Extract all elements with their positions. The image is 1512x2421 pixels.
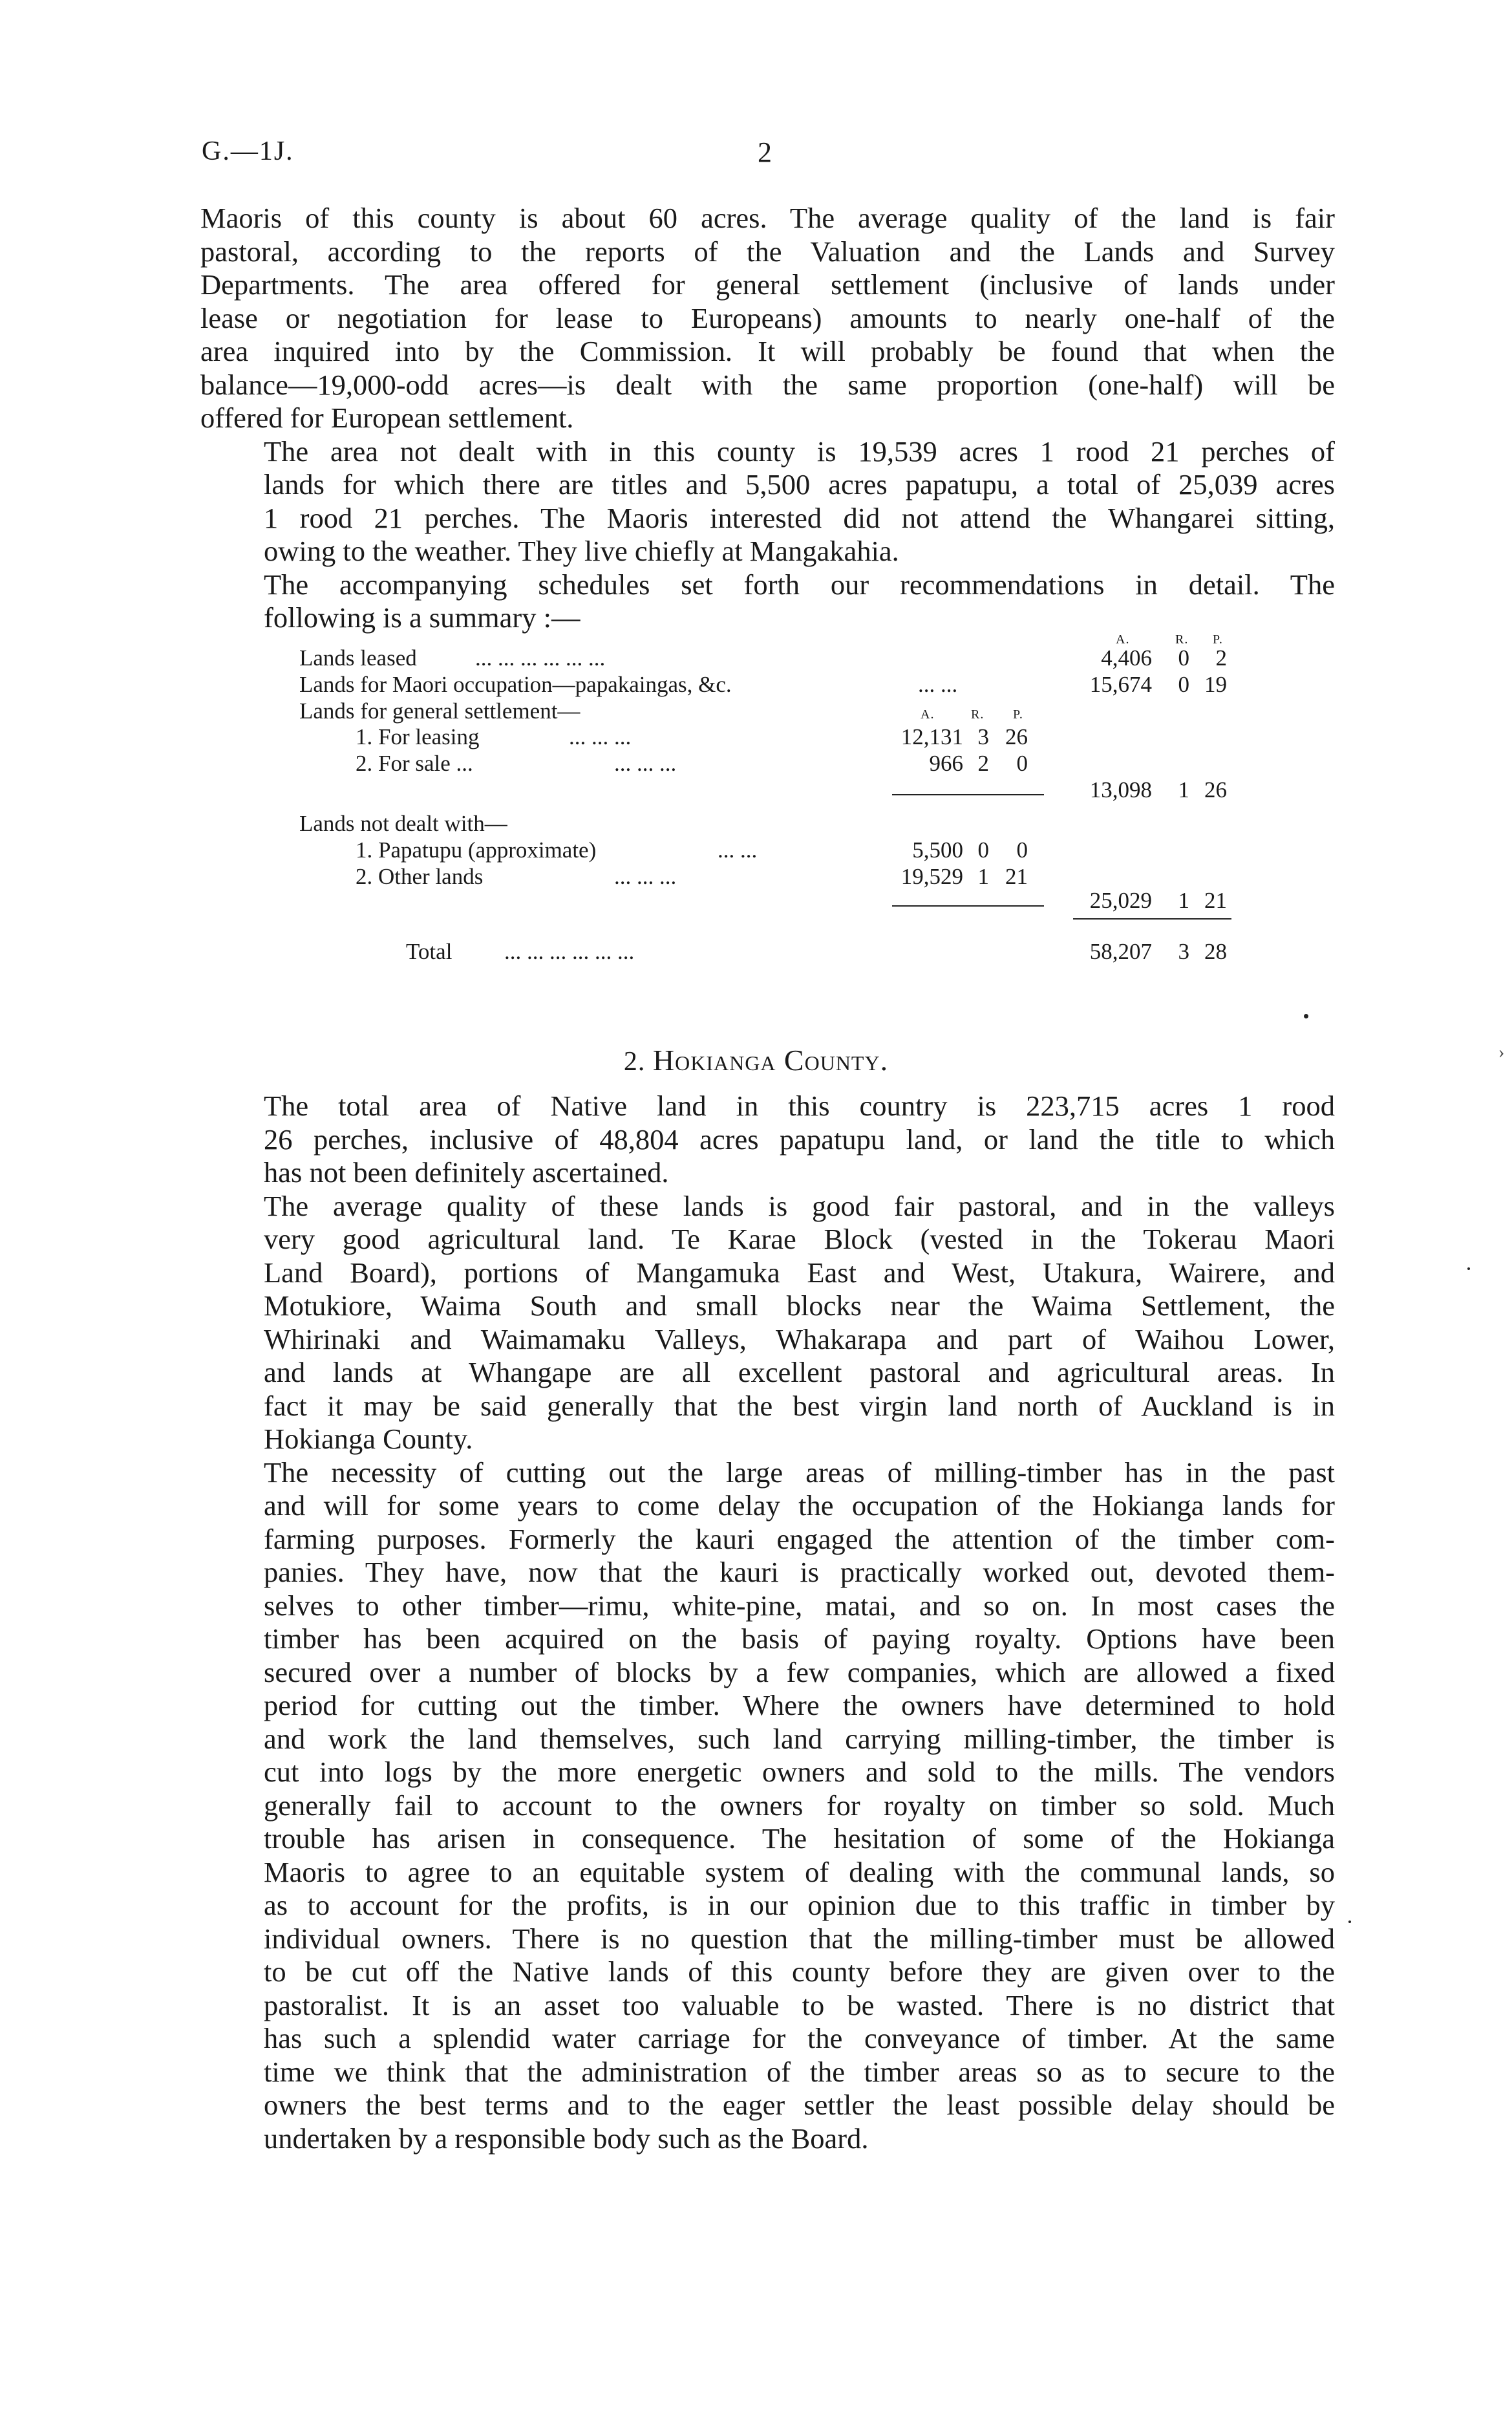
paragraph-3 xyxy=(200,568,1335,635)
text-line: Maoris of this county is about 60 acres. The average quality of the land is fair xyxy=(200,202,1335,234)
page-number: 2 xyxy=(758,136,772,168)
text-line: The necessity of cutting out the large areas of milling-timber has in the past xyxy=(264,1456,1335,1489)
text-line: has such a splendid water carriage for the conveyance of timber. At the same xyxy=(264,2022,1335,2054)
sub-head-perches: P. xyxy=(1013,707,1023,722)
leader-dots: ... ... ... xyxy=(569,724,632,749)
group-label: Lands for general settlement— xyxy=(299,698,580,724)
paragraph-4 xyxy=(200,1090,1335,1190)
text-line: Motukiore, Waima South and small blocks near the Waima Settlement, the xyxy=(264,1289,1335,1322)
column-head-roods: R. xyxy=(1175,632,1189,647)
sub-acres: 12,131 xyxy=(900,724,963,749)
sub-perches: 21 xyxy=(1005,864,1028,889)
sub-head-acres: A. xyxy=(921,707,935,722)
text-line: The area not dealt with in this county is 19,539 acres 1 rood 21 perches of xyxy=(264,435,1335,468)
text-line: selves to other timber—rimu, white-pine, matai, and so on. In most cases the xyxy=(264,1589,1335,1622)
text-line: owing to the weather. They live chiefly at Mangakahia. xyxy=(264,535,899,567)
text-line: owners the best terms and to the eager settler the least possible delay should be xyxy=(264,2089,1335,2121)
text-line: time we think that the administration of the timber areas so as to secure to the xyxy=(264,2055,1335,2088)
leader-dots: ... ... ... xyxy=(614,864,677,889)
text-line: lands for which there are titles and 5,500 acres papatupu, a total of 25,039 acres xyxy=(264,468,1335,500)
total-perches: 21 xyxy=(1204,888,1227,913)
total-rule xyxy=(1073,918,1231,920)
intro-text xyxy=(200,202,1335,635)
text-line: trouble has arisen in consequence. The hesitation of some of the Hokianga xyxy=(264,1822,1335,1855)
sub-roods: 0 xyxy=(977,837,989,863)
sub-perches: 0 xyxy=(1016,837,1028,863)
column-head-acres: A. xyxy=(1116,632,1130,647)
total-acres: 13,098 xyxy=(1089,777,1152,802)
sub-acres: 5,500 xyxy=(912,837,963,863)
text-line: generally fail to account to the owners for royalty on timber so sold. Much xyxy=(264,1789,1335,1822)
total-perches: 2 xyxy=(1215,645,1227,671)
group-label: Lands not dealt with— xyxy=(299,811,507,836)
sub-roods: 1 xyxy=(977,864,989,889)
text-line: pastoral, according to the reports of the Valuation and the Lands and Survey xyxy=(200,235,1335,268)
text-line: offered for European settlement. xyxy=(200,402,574,434)
text-line: secured over a number of blocks by a few companies, which are allowed a fixed xyxy=(264,1655,1335,1688)
text-line: 26 perches, inclusive of 48,804 acres papatupu land, or land the title to which xyxy=(264,1123,1335,1156)
margin-speck xyxy=(1467,1267,1470,1270)
row-label: 1. Papatupu (approximate) xyxy=(356,837,597,863)
text-line: The accompanying schedules set forth our recommendations in detail. The xyxy=(264,568,1335,601)
sub-head-roods: R. xyxy=(971,707,985,722)
row-label: Lands leased xyxy=(299,645,417,671)
text-line: pastoralist. It is an asset too valuable to be wasted. There is no district that xyxy=(264,1988,1335,2021)
text-line: individual owners. There is no question that the milling-timber must be allowed xyxy=(264,1922,1335,1955)
leader-dots: ... ... xyxy=(918,672,958,697)
total-roods: 0 xyxy=(1178,645,1189,671)
grand-total-acres: 58,207 xyxy=(1089,939,1152,964)
paragraph-5 xyxy=(200,1190,1335,1456)
text-line: Departments. The area offered for general settlement (inclusive of lands under xyxy=(200,268,1335,301)
text-line: The average quality of these lands is good fair pastoral, and in the valleys xyxy=(264,1189,1335,1222)
text-line: Land Board), portions of Mangamuka East and West, Utakura, Wairere, and xyxy=(264,1256,1335,1289)
total-roods: 0 xyxy=(1178,672,1189,697)
text-line: and work the land themselves, such land carrying milling-timber, the timber is xyxy=(264,1722,1335,1755)
text-line: farming purposes. Formerly the kauri engaged the attention of the timber com- xyxy=(264,1522,1335,1555)
total-acres: 4,406 xyxy=(1101,645,1152,671)
total-roods: 1 xyxy=(1178,777,1189,802)
text-line: cut into logs by the more energetic owners and sold to the mills. The vendors xyxy=(264,1756,1335,1788)
sub-perches: 0 xyxy=(1016,751,1028,776)
text-line: fact it may be said generally that the best virgin land north of Auckland is in xyxy=(264,1389,1335,1422)
text-line: and lands at Whangape are all excellent pastoral and agricultural areas. In xyxy=(264,1356,1335,1388)
text-line: area inquired into by the Commission. It will probably be found that when the xyxy=(200,335,1335,367)
text-line: timber has been acquired on the basis of paying royalty. Options have been xyxy=(264,1622,1335,1655)
leader-dots: ... ... ... ... ... ... xyxy=(504,939,635,964)
text-line: Maoris to agree to an equitable system of dealing with the communal lands, so xyxy=(264,1855,1335,1888)
text-line: Whirinaki and Waimamaku Valleys, Whakarapa and part of Waihou Lower, xyxy=(264,1322,1335,1355)
text-line: balance—19,000-odd acres—is dealt with the same proportion (one-half) will be xyxy=(200,368,1335,401)
margin-speck xyxy=(1304,1014,1308,1018)
hokianga-text xyxy=(200,1090,1335,2155)
subtotal-rule xyxy=(892,794,1044,795)
text-line: 1 rood 21 perches. The Maoris interested did not attend the Whangarei sitting, xyxy=(264,501,1335,534)
text-line: and will for some years to come delay the occupation of the Hokianga lands for xyxy=(264,1489,1335,1522)
total-perches: 26 xyxy=(1204,777,1227,802)
total-perches: 19 xyxy=(1204,672,1227,697)
sub-roods: 3 xyxy=(977,724,989,749)
row-label: 2. Other lands xyxy=(356,864,484,889)
section-number: 2. xyxy=(623,1047,646,1077)
leader-dots: ... ... xyxy=(718,837,758,863)
text-line: period for cutting out the timber. Where the owners have determined to hold xyxy=(264,1689,1335,1721)
row-label: 2. For sale ... xyxy=(356,751,473,776)
total-acres: 25,029 xyxy=(1089,888,1152,913)
grand-total-roods: 3 xyxy=(1178,939,1189,964)
text-line: following is a summary :— xyxy=(264,601,580,634)
text-line: Hokianga County. xyxy=(264,1423,473,1455)
paragraph-2 xyxy=(200,435,1335,568)
margin-tick: › xyxy=(1498,1042,1505,1062)
row-label: Lands for Maori occupation—papakaingas, &c. xyxy=(299,672,732,697)
sub-acres: 19,529 xyxy=(900,864,963,889)
sub-acres: 966 xyxy=(929,751,963,776)
text-line: has not been definitely ascertained. xyxy=(264,1156,669,1189)
section-title: Hokianga County. xyxy=(652,1044,889,1077)
sub-roods: 2 xyxy=(977,751,989,776)
paragraph-6 xyxy=(200,1456,1335,2156)
subtotal-rule xyxy=(892,905,1044,907)
total-roods: 1 xyxy=(1178,888,1189,913)
sub-perches: 26 xyxy=(1005,724,1028,749)
text-line: The total area of Native land in this country is 223,715 acres 1 rood xyxy=(264,1090,1335,1122)
column-head-perches: P. xyxy=(1213,632,1223,647)
text-line: panies. They have, now that the kauri is practically worked out, devoted them- xyxy=(264,1556,1335,1588)
text-line: very good agricultural land. Te Karae Block (vested in the Tokerau Maori xyxy=(264,1223,1335,1255)
paragraph-1 xyxy=(200,202,1335,435)
row-label: 1. For leasing xyxy=(356,724,480,749)
section-heading xyxy=(0,1043,1512,1077)
grand-total-perches: 28 xyxy=(1204,939,1227,964)
leader-dots: ... ... ... xyxy=(614,751,677,776)
total-label: Total xyxy=(406,939,453,964)
margin-speck xyxy=(1348,1921,1351,1923)
paper-reference: G.—1J. xyxy=(202,136,294,166)
total-acres: 15,674 xyxy=(1089,672,1152,697)
leader-dots: ... ... ... ... ... ... xyxy=(475,645,606,671)
text-line: undertaken by a responsible body such as the Board. xyxy=(264,2122,869,2155)
text-line: as to account for the profits, is in our opinion due to this traffic in timber by xyxy=(264,1889,1335,1921)
text-line: to be cut off the Native lands of this county before they are given over to the xyxy=(264,1955,1335,1988)
text-line: lease or negotiation for lease to Europeans) amounts to nearly one-half of the xyxy=(200,301,1335,334)
